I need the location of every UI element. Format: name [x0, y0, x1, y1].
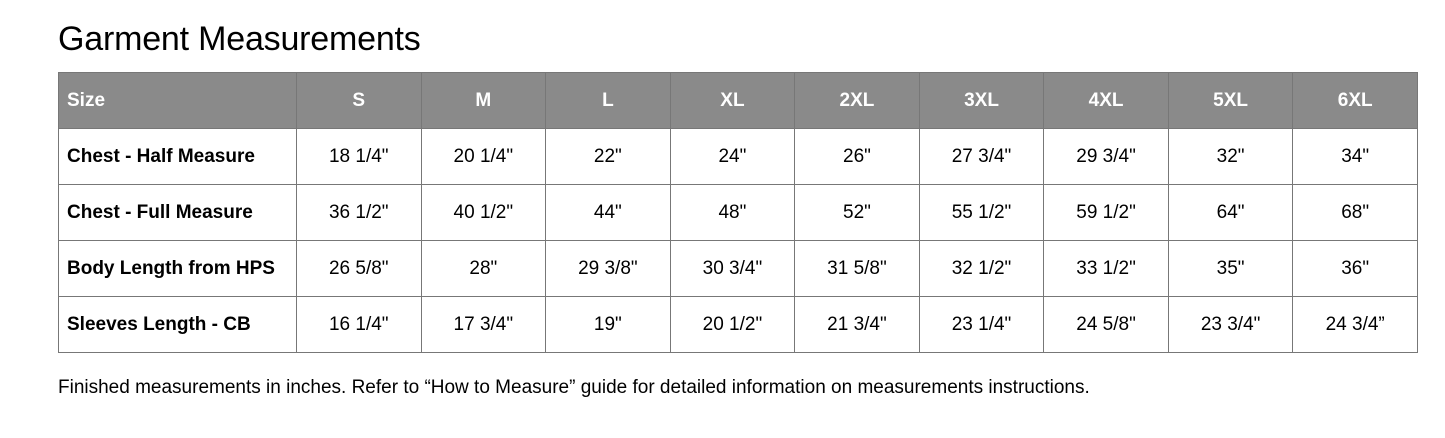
table-cell: 55 1/2" [919, 185, 1044, 241]
table-cell: 22" [546, 129, 671, 185]
header-size-6xl: 6XL [1293, 73, 1418, 129]
table-cell: 20 1/2" [670, 297, 795, 353]
table-header-row [59, 73, 1418, 129]
table-cell: 40 1/2" [421, 185, 546, 241]
header-size-xl: XL [670, 73, 795, 129]
table-cell: 16 1/4" [297, 297, 422, 353]
table-cell: 29 3/4" [1044, 129, 1169, 185]
size-chart-table [58, 72, 1418, 353]
header-size-5xl: 5XL [1168, 73, 1293, 129]
table-cell: 24" [670, 129, 795, 185]
row-label-chest-half: Chest - Half Measure [59, 129, 297, 185]
table-cell: 26 5/8" [297, 241, 422, 297]
table-cell: 19" [546, 297, 671, 353]
table-cell: 68" [1293, 185, 1418, 241]
table-cell: 29 3/8" [546, 241, 671, 297]
table-row [59, 129, 1418, 185]
header-size-2xl: 2XL [795, 73, 920, 129]
table-cell: 32 1/2" [919, 241, 1044, 297]
table-cell: 59 1/2" [1044, 185, 1169, 241]
table-cell: 31 5/8" [795, 241, 920, 297]
row-label-sleeves-length: Sleeves Length - CB [59, 297, 297, 353]
header-size-l: L [546, 73, 671, 129]
table-cell: 64" [1168, 185, 1293, 241]
table-cell: 26" [795, 129, 920, 185]
page-title: Garment Measurements [58, 20, 421, 58]
table-cell: 36" [1293, 241, 1418, 297]
table-cell: 23 1/4" [919, 297, 1044, 353]
row-label-chest-full: Chest - Full Measure [59, 185, 297, 241]
header-size-label: Size [59, 73, 297, 129]
table-cell: 33 1/2" [1044, 241, 1169, 297]
header-size-4xl: 4XL [1044, 73, 1169, 129]
table-cell: 21 3/4" [795, 297, 920, 353]
table-row [59, 185, 1418, 241]
table-row [59, 297, 1418, 353]
footnote: Finished measurements in inches. Refer to “How to Measure” guide for detailed information on measurements instructions. [58, 377, 1090, 398]
table-cell: 17 3/4" [421, 297, 546, 353]
table-cell: 28" [421, 241, 546, 297]
table-cell: 48" [670, 185, 795, 241]
header-size-3xl: 3XL [919, 73, 1044, 129]
table-cell: 34" [1293, 129, 1418, 185]
table-cell: 44" [546, 185, 671, 241]
table-cell: 30 3/4" [670, 241, 795, 297]
table-cell: 23 3/4" [1168, 297, 1293, 353]
table-row [59, 241, 1418, 297]
table-cell: 36 1/2" [297, 185, 422, 241]
table-cell: 32" [1168, 129, 1293, 185]
table-cell: 27 3/4" [919, 129, 1044, 185]
table-cell: 52" [795, 185, 920, 241]
table-cell: 20 1/4" [421, 129, 546, 185]
table-cell: 18 1/4" [297, 129, 422, 185]
header-size-s: S [297, 73, 422, 129]
row-label-body-length: Body Length from HPS [59, 241, 297, 297]
header-size-m: M [421, 73, 546, 129]
table-cell: 24 5/8" [1044, 297, 1169, 353]
table-cell: 35" [1168, 241, 1293, 297]
table-cell: 24 3/4” [1293, 297, 1418, 353]
